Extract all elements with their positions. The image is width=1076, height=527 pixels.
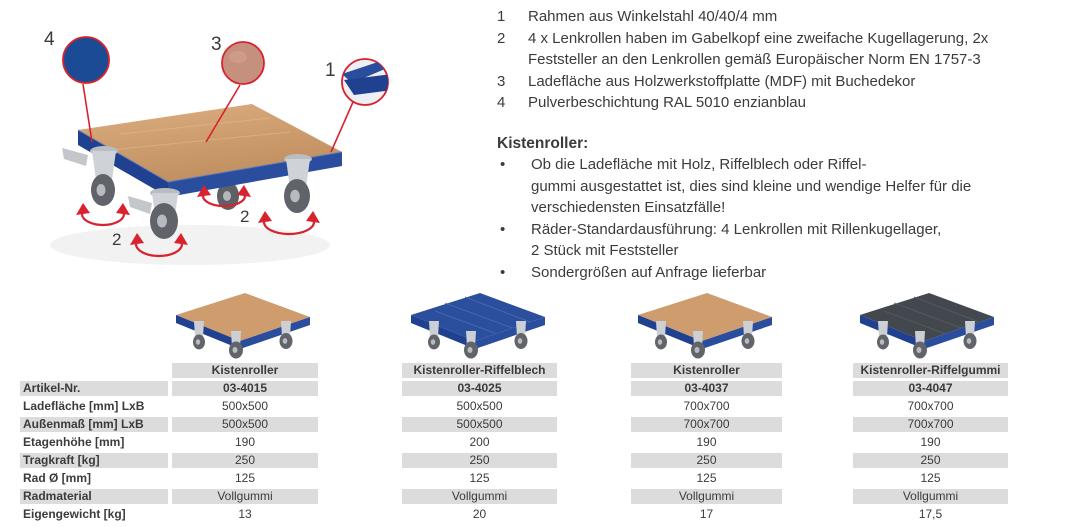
spec-value: 250 <box>631 453 782 468</box>
spec-value: Vollgummi <box>402 489 557 504</box>
feature-number: 4 <box>497 94 506 111</box>
callout-number-2b: 2 <box>240 207 250 226</box>
row-label: Artikel-Nr. <box>20 381 168 396</box>
spec-value: 13 <box>238 507 252 521</box>
bullet-text: 2 Stück mit Feststeller <box>531 242 679 259</box>
bullet-text: Sondergrößen auf Anfrage lieferbar <box>531 263 767 281</box>
callout-circle-mdf-surface <box>222 42 264 84</box>
bullet-item-2 <box>497 219 1073 262</box>
bullet-item-1 <box>497 154 1073 219</box>
feature-number: 2 <box>497 29 506 47</box>
spec-value: 500x500 <box>172 417 318 432</box>
bullet-text: Ob die Ladefläche mit Holz, Riffelblech oder Riffel- <box>531 156 867 173</box>
product-name: Kistenroller-Riffelgummi <box>853 363 1008 378</box>
feature-item-2 <box>497 28 1073 71</box>
mdf-texture <box>229 51 247 63</box>
row-label: Rad Ø [mm] <box>23 471 92 485</box>
spec-value: 700x700 <box>907 399 954 413</box>
feature-text: 4 x Lenkrollen haben im Gabelkopf eine zweifache Kugellagerung, 2x <box>528 29 989 47</box>
section-heading: Kistenroller: <box>497 134 589 152</box>
spec-value: 125 <box>920 471 941 485</box>
spec-value: 125 <box>696 471 717 485</box>
feature-text: Pulverbeschichtung RAL 5010 enzianblau <box>528 94 806 111</box>
bullet-text: gummi ausgestattet ist, dies sind kleine und wendige Helfer für die <box>531 177 972 195</box>
product-image-riffelblech <box>405 289 555 361</box>
spec-value: Vollgummi <box>631 489 782 504</box>
feature-item-3 <box>497 71 1073 93</box>
callout-number-2a: 2 <box>112 230 122 249</box>
product-image-kistenroller-700 <box>630 289 784 361</box>
bullet-list <box>497 154 1073 283</box>
bullet-text: Räder-Standardausführung: 4 Lenkrollen mit Rillenkugellager, <box>531 220 942 238</box>
feature-number: 1 <box>497 8 506 25</box>
feature-text: Rahmen aus Winkelstahl 40/40/4 mm <box>528 8 778 25</box>
spec-value: 03-4015 <box>172 381 318 396</box>
product-image-kistenroller-500 <box>170 289 320 361</box>
row-label: Etagenhöhe [mm] <box>23 435 125 449</box>
feature-list <box>497 6 1073 114</box>
callout-circle-powder-coating <box>63 37 109 83</box>
spec-value: 190 <box>696 435 717 449</box>
bullet-icon: • <box>500 156 506 173</box>
spec-value: 250 <box>402 453 557 468</box>
caster-left <box>62 146 118 206</box>
product-column-03-4037 <box>631 363 782 525</box>
spec-value: 03-4047 <box>853 381 1008 396</box>
product-name: Kistenroller-Riffelblech <box>402 363 557 378</box>
spec-value: 03-4037 <box>631 381 782 396</box>
spec-value: 190 <box>234 435 256 449</box>
spec-value: 250 <box>853 453 1008 468</box>
spec-value: 190 <box>920 435 941 449</box>
spec-value: 500x500 <box>456 399 503 413</box>
row-label: Tragkraft [kg] <box>20 453 168 468</box>
product-name: Kistenroller <box>631 363 782 378</box>
product-name: Kistenroller <box>172 363 318 378</box>
spec-value: 20 <box>472 507 487 521</box>
bullet-text: verschiedensten Einsatzfälle! <box>531 199 726 216</box>
feature-item-4 <box>497 92 1073 114</box>
caster-right <box>284 154 312 213</box>
spec-value: 17,5 <box>918 507 943 521</box>
feature-item-1 <box>497 6 1073 28</box>
row-label: Radmaterial <box>20 489 168 504</box>
feature-text: Ladefläche aus Holzwerkstoffplatte (MDF) mit Buchedekor <box>528 72 916 90</box>
bullet-icon: • <box>500 220 506 238</box>
description-column <box>497 6 1073 283</box>
spec-value: 700x700 <box>631 417 782 432</box>
spec-value: 250 <box>172 453 318 468</box>
spec-value: 500x500 <box>402 417 557 432</box>
row-label: Außenmaß [mm] LxB <box>20 417 168 432</box>
row-label: Eigengewicht [kg] <box>23 507 126 521</box>
spec-value: 17 <box>699 507 714 521</box>
ground-shadow <box>50 225 330 265</box>
spec-value: 700x700 <box>683 399 730 413</box>
callout-number-3: 3 <box>211 34 222 55</box>
product-column-03-4047 <box>853 363 1008 525</box>
dolly-photo-illustration <box>0 0 490 285</box>
callout-number-1: 1 <box>325 60 336 81</box>
spec-value: 200 <box>469 435 490 449</box>
feature-text: Feststeller an den Lenkrollen gemäß Europäischer Norm EN 1757-3 <box>528 51 981 68</box>
bullet-icon: • <box>500 263 506 281</box>
product-column-03-4025 <box>402 363 557 525</box>
spec-value: 03-4025 <box>402 381 557 396</box>
callout-number-4: 4 <box>44 29 55 50</box>
spec-value: 500x500 <box>221 399 269 413</box>
spec-value: Vollgummi <box>172 489 318 504</box>
spec-row-labels <box>20 363 168 525</box>
spec-value: 700x700 <box>853 417 1008 432</box>
feature-number: 3 <box>497 72 506 90</box>
spec-value: Vollgummi <box>853 489 1008 504</box>
spec-value: 125 <box>234 471 256 485</box>
row-label: Ladefläche [mm] LxB <box>23 399 145 413</box>
bullet-item-3 <box>497 262 1073 284</box>
product-image-riffelgummi <box>852 289 1006 361</box>
product-column-03-4015 <box>172 363 318 525</box>
spec-value: 125 <box>469 471 490 485</box>
